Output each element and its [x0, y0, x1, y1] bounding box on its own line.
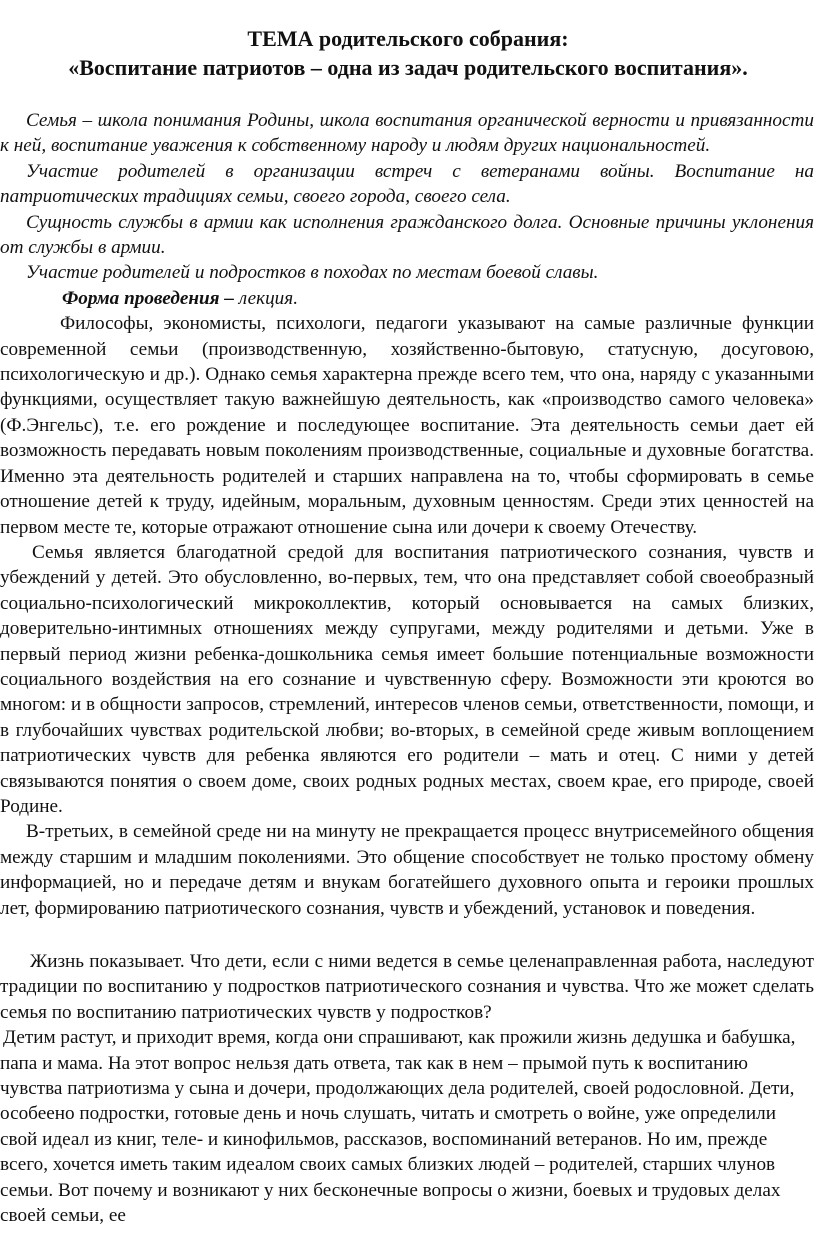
- intro-paragraph-3: Сущность службы в армии как исполнения гражданского долга. Основные причины уклонения от службы в армии.: [0, 211, 814, 259]
- title-spacer: [0, 82, 816, 108]
- body-paragraph-2: Семья является благодатной средой для воспитания патриотического сознания, чувств и убеждений у детей. Это обусловленно, во-первых, тем, что она представляет собой своеобразный социально-психологический микроколлектив, который основывается на самых близких, доверительно-интимных отношениях между супругами, между родителями и детьми. Уже в первый период жизни ребенка-дошкольника семья имеет большие потенциальные возможности социального воздействия на его сознание и чувственную сферу. Возможности эти кроются во многом: и в общности запросов, стремлений, интересов членов семьи, ответственности, помощи, и в глубочайших чувствах родительской любви; во-вторых, в семейной среде живым воплощением патриотических чувств для ребенка являются его родители – мать и отец. С ними у детей связываются понятия о своем доме, своих родных родных местах, своем крае, его природе, своей Родине.: [0, 541, 814, 817]
- final-paragraph: Детим растут, и приходит время, когда они спрашивают, как прожили жизнь дедушка и бабушка, папа и мама. На этот вопрос нельзя дать ответа, так как в нем – прымой путь к воспитанию чувства патриотизма у сына и дочери, продолжающих дела родителей, своей родословной. Дети, особеено подростки, готовые день и ночь слушать, читать и смотреть о войне, уже определили свой идеал из книг, теле- и кинофильмов, рассказов, воспоминаний ветеранов. Но им, прежде всего, хочется иметь таким идеалом своих самых близких людей – родителей, старших члунов семьи. Вот почему и возникают у них бесконечные вопросы о жизни, боевых и трудовых делах своей семьи, ее: [0, 1027, 796, 1227]
- intro-paragraph-1: Семья – школа понимания Родины, школа воспитания органической верности и привязанности к ней, воспитание уважения к собственному народу и людям других национальностей.: [0, 110, 814, 157]
- body-paragraph-3: В-третьих, в семейной среде ни на минуту не прекращается процесс внутрисемейного общения между старшим и младшим поколениями. Это общение способствует не только простому обмену информацией, но и передаче детям и внукам богатейшего духовного опыта и героики прошлых лет, формированию патриотического сознания, чувств и убеждений, установок и поведения.: [0, 821, 814, 919]
- body-paragraph-1: Философы, экономисты, психологи, педагоги указывают на самые различные функции современной семьи (производственную, хозяйственно-бытовую, статусную, досуговою, психологическую и др.). Однако семья характерна прежде всего тем, что она, наряду с указанными функциями, осуществляет такую важнейшую деятельность, как «производство самого человека» (Ф.Энгельс), т.е. его рождение и последующее воспитание. Эта деятельность семьи дает ей возможность передавать новым поколениям производственные, социальные и духовные богатства. Именно эта деятельность родителей и старших направлена на то, чтобы сформировать в семье отношение детей к труду, идейным, моральным, духовным ценностям. Среди этих ценностей на первом месте те, которые отражают отношение сына или дочери к своему Отечеству.: [0, 313, 814, 538]
- paragraph-gap: [0, 921, 816, 949]
- intro-paragraph-4: Участие родителей и подростков в походах по местам боевой славы.: [26, 262, 599, 284]
- intro-paragraph-2: Участие родителей в организации встреч с ветеранами войны. Воспитание на патриотических традициях семьи, своего города, своего села.: [0, 160, 814, 208]
- title-line-1: ТЕМА родительского собрания:: [247, 26, 569, 51]
- closing-paragraph: Жизнь показывает. Что дети, если с ними ведется в семье целенаправленная работа, наследуют традиции по воспитанию у подростков патриотического сознания и чувства. Что же может сделать семья по воспитанию патриотических чувств у подростков?: [0, 951, 814, 1023]
- title-line-2: «Воспитание патриотов – одна из задач родительского воспитания».: [68, 55, 748, 80]
- form-line: [0, 286, 816, 311]
- document-title: [0, 24, 816, 82]
- form-label: Форма проведения –: [62, 287, 234, 309]
- form-value: лекция.: [233, 287, 298, 309]
